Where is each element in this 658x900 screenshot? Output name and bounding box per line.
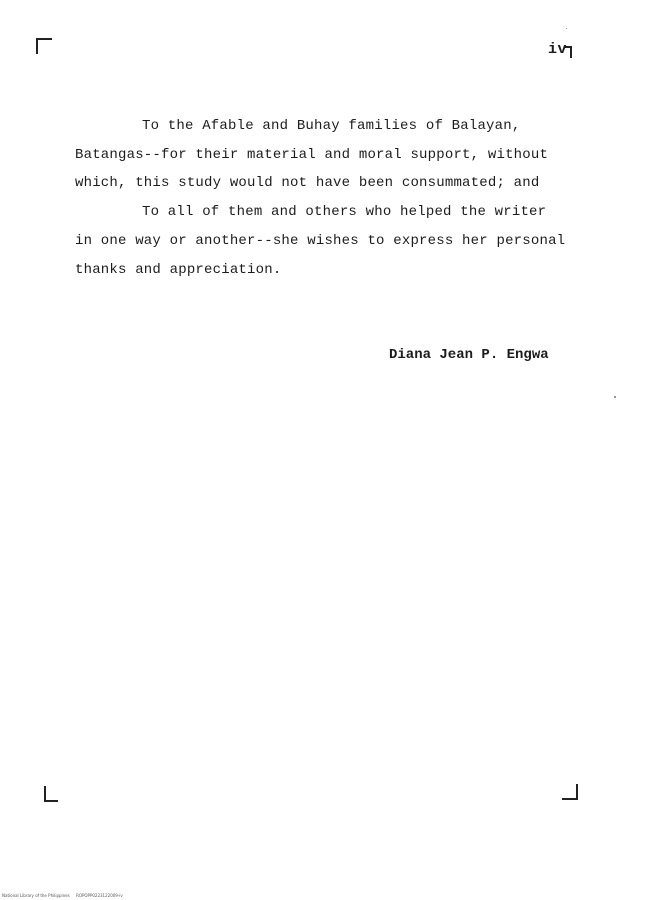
signature-name: Diana Jean P. Engwa bbox=[389, 347, 549, 363]
scan-speck bbox=[566, 28, 567, 29]
body-line-2: Batangas--for their material and moral support, without bbox=[75, 147, 549, 163]
body-line-5: in one way or another--she wishes to express her personal bbox=[75, 233, 566, 249]
crop-mark-bottom-right bbox=[562, 784, 578, 800]
crop-mark-bottom-left bbox=[44, 786, 58, 802]
body-line-6: thanks and appreciation. bbox=[75, 262, 282, 278]
crop-mark-top-left bbox=[36, 38, 52, 54]
scan-speck bbox=[614, 396, 616, 398]
body-line-3: which, this study would not have been consummated; and bbox=[75, 175, 540, 191]
body-line-4: To all of them and others who helped the writer bbox=[142, 204, 547, 220]
body-line-1: To the Afable and Buhay families of Balayan, bbox=[142, 118, 521, 134]
footer-library-stamp: National Library of the Philippines ROPOPP0223122009-iv bbox=[2, 893, 123, 898]
page-number: iv bbox=[548, 41, 568, 58]
